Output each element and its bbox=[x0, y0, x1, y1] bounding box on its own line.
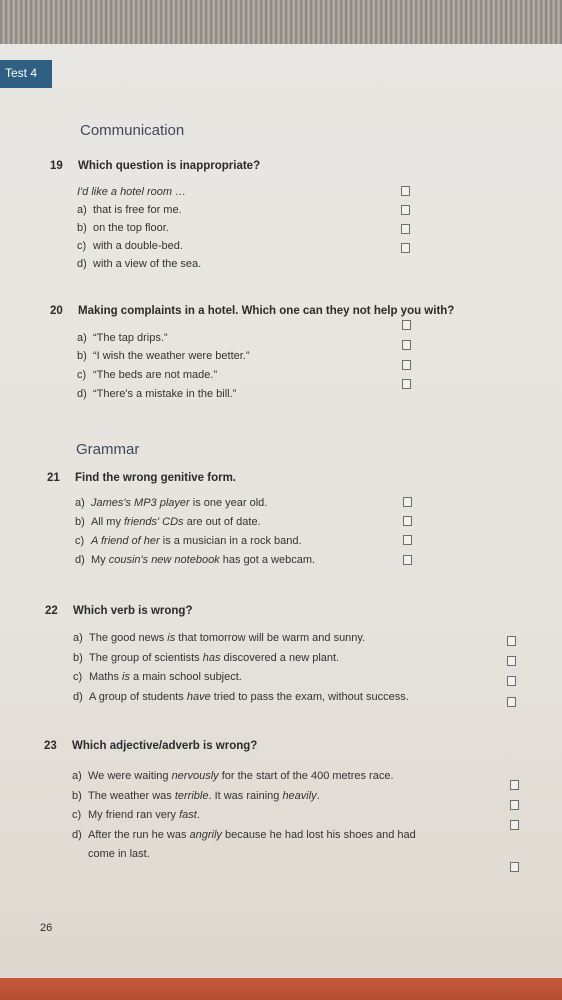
page-number: 26 bbox=[40, 922, 53, 934]
answer-checkbox[interactable] bbox=[402, 340, 411, 350]
answer-checkbox[interactable] bbox=[510, 780, 519, 790]
option-b: b) on the top floor. bbox=[77, 222, 169, 234]
question-stem: I'd like a hotel room … bbox=[77, 186, 187, 198]
answer-checkbox[interactable] bbox=[507, 656, 516, 666]
answer-checkbox[interactable] bbox=[402, 379, 411, 389]
section-title-grammar: Grammar bbox=[76, 441, 140, 458]
option-c: c) Maths is a main school subject. bbox=[73, 671, 242, 683]
answer-checkbox[interactable] bbox=[403, 535, 412, 545]
option-d: d) My cousin's new notebook has got a webcam. bbox=[75, 554, 316, 566]
option-d-continuation: come in last. bbox=[88, 848, 150, 860]
option-c: c) “The beds are not made.” bbox=[77, 369, 218, 381]
answer-checkbox[interactable] bbox=[510, 820, 519, 830]
question-prompt: Which adjective/adverb is wrong? bbox=[72, 740, 258, 752]
option-a: a) James's MP3 player is one year old. bbox=[75, 497, 268, 509]
option-d: d) “There's a mistake in the bill.” bbox=[77, 388, 237, 400]
question-number: 23 bbox=[44, 740, 57, 752]
option-a: a) that is free for me. bbox=[77, 204, 182, 216]
answer-checkbox[interactable] bbox=[403, 555, 412, 565]
question-prompt: Making complaints in a hotel. Which one can they not help you with? bbox=[78, 305, 455, 317]
answer-checkbox[interactable] bbox=[507, 676, 516, 686]
question-number: 19 bbox=[50, 160, 63, 172]
test-header-band bbox=[0, 60, 52, 88]
option-d: d) A group of students have tried to pass the exam, without success. bbox=[73, 691, 409, 703]
question-number: 20 bbox=[50, 305, 63, 317]
answer-checkbox[interactable] bbox=[401, 243, 410, 253]
question-prompt: Which question is inappropriate? bbox=[78, 160, 261, 172]
table-background-top bbox=[0, 0, 562, 50]
question-prompt: Find the wrong genitive form. bbox=[75, 472, 236, 484]
question-number: 22 bbox=[45, 605, 58, 617]
option-b: b) “I wish the weather were better.” bbox=[77, 350, 250, 362]
answer-checkbox[interactable] bbox=[507, 636, 516, 646]
question-21 bbox=[47, 472, 236, 484]
answer-checkbox[interactable] bbox=[403, 516, 412, 526]
question-19 bbox=[50, 160, 260, 172]
answer-checkbox[interactable] bbox=[510, 800, 519, 810]
answer-checkbox[interactable] bbox=[401, 224, 410, 234]
option-b: b) All my friends' CDs are out of date. bbox=[75, 516, 261, 528]
answer-checkbox[interactable] bbox=[507, 697, 516, 707]
question-number: 21 bbox=[47, 472, 60, 484]
option-a: a) “The tap drips.” bbox=[77, 332, 168, 344]
section-title-communication: Communication bbox=[80, 122, 185, 139]
option-d: d) After the run he was angrily because he had lost his shoes and had bbox=[72, 829, 416, 841]
test-label: Test 4 bbox=[5, 66, 38, 80]
option-b: b) The group of scientists has discovered a new plant. bbox=[73, 652, 340, 664]
answer-checkbox[interactable] bbox=[402, 360, 411, 370]
answer-checkbox[interactable] bbox=[401, 186, 410, 196]
question-prompt: Which verb is wrong? bbox=[73, 605, 193, 617]
option-d: d) with a view of the sea. bbox=[77, 258, 202, 270]
option-b: b) The weather was terrible. It was raining heavily. bbox=[72, 790, 320, 802]
option-a: a) The good news is that tomorrow will be warm and sunny. bbox=[73, 632, 366, 644]
option-c: c) with a double-bed. bbox=[77, 240, 183, 252]
question-23 bbox=[44, 740, 257, 752]
question-20 bbox=[50, 305, 454, 317]
table-background-bottom bbox=[0, 978, 562, 1000]
answer-checkbox[interactable] bbox=[401, 205, 410, 215]
answer-checkbox[interactable] bbox=[403, 497, 412, 507]
answer-checkbox[interactable] bbox=[510, 862, 519, 872]
option-a: a) We were waiting nervously for the start of the 400 metres race. bbox=[72, 770, 394, 782]
option-c: c) A friend of her is a musician in a rock band. bbox=[75, 535, 302, 547]
answer-checkbox[interactable] bbox=[402, 320, 411, 330]
option-c: c) My friend ran very fast. bbox=[72, 809, 200, 821]
question-22 bbox=[45, 605, 192, 617]
